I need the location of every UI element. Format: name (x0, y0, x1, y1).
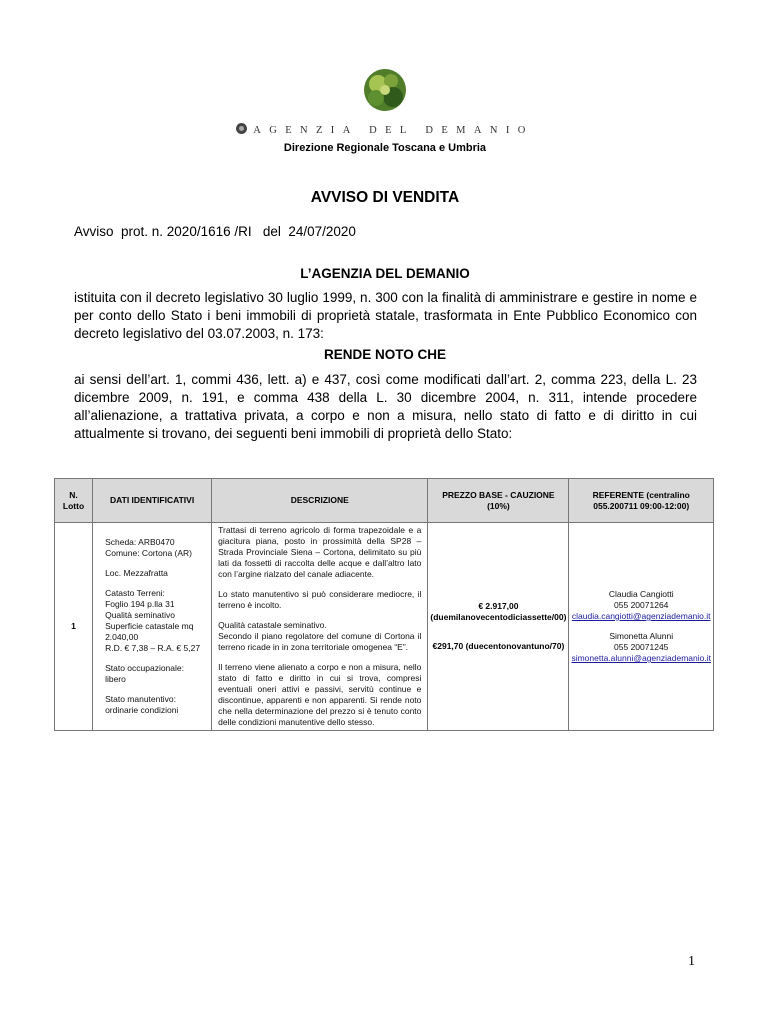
protocol-line: Avviso prot. n. 2020/1616 /RI del 24/07/2020 (74, 224, 356, 239)
stato-manutentivo-text: Stato manutentivo: ordinarie condizioni (105, 693, 179, 715)
scheda-text: Scheda: ARB0470 (105, 536, 175, 547)
intro-paragraph: istituita con il decreto legislativo 30 luglio 1999, n. 300 con la finalità di amministrare e gestire in nome e per conto dello Stato i beni immobili di proprietà statale, trasformata in Ente Pubblico Economico con decreto legislativo del 03.07.2003, n. 173: (74, 290, 697, 341)
agency-emblem-icon (360, 66, 410, 114)
header-prezzo: PREZZO BASE - CAUZIONE (10%) (428, 479, 569, 523)
republic-seal-icon (236, 123, 247, 134)
regional-direction: Direzione Regionale Toscana e Umbria (283, 142, 487, 154)
page-number: 1 (688, 954, 695, 969)
description-paragraph: Lo stato manutentivo si può considerare mediocre, il terreno è incolto. (218, 589, 422, 610)
header-dati: DATI IDENTIFICATIVI (93, 479, 212, 523)
description-paragraph: Trattasi di terreno agricolo di forma trapezoidale e a giacitura piana, posto in prossimità della SP28 – Strada Provinciale Siena – Cortona, delimitato su più lati da fossetti di raccolta delle acque e dall’altro lato con l’argine rialzato del canale adiacente. (218, 525, 422, 579)
description-paragraph: Secondo il piano regolatore del comune di Cortona il terreno ricade in in zona territoriale omogenea “E”. (218, 631, 422, 652)
qualita-text: Qualità seminativo (105, 609, 175, 620)
header-descrizione: DESCRIZIONE (212, 479, 428, 523)
contact-phone: 055 20071245 (614, 642, 669, 652)
header-referente: REFERENTE (centralino 055.200711 09:00-12:00) (569, 479, 714, 523)
legal-basis-paragraph: ai sensi dell’art. 1, commi 436, lett. a) e 437, così come modificati dall’art. 2, comma 223, della L. 23 dicembre 2009, n. 191, e comma 438 della L. 30 dicembre 2004, n. 311, intende procedere all’alienazione, a trattativa privata, a corpo e non a misura, nello stato di fatto e di diritto in cui attualmente si trovano, dei seguenti beni immobili di proprietà dello Stato: (74, 372, 697, 441)
agency-name-logo-text: AGENZIA DEL DEMANIO (253, 125, 534, 136)
agency-heading: L’AGENZIA DEL DEMANIO (300, 266, 470, 281)
contact-phone: 055 20071264 (614, 600, 669, 610)
superficie-text: Superficie catastale mq 2.040,00 (105, 620, 194, 642)
table-header-row (55, 479, 714, 523)
rende-noto-heading: RENDE NOTO CHE (323, 347, 446, 362)
deposit-amount: €291,70 (duecentonovantuno/70) (432, 641, 565, 651)
comune-text: Comune: Cortona (AR) (105, 547, 192, 558)
contact-email-link[interactable]: claudia.cangiotti@agenziademanio.it (571, 611, 711, 621)
lots-table (54, 478, 714, 731)
rendite-text: R.D. € 7,38 – R.A. € 5,27 (105, 642, 201, 653)
lot-identification (93, 523, 212, 731)
lot-contacts (569, 523, 714, 731)
lot-number: 1 (55, 523, 93, 731)
lot-description (212, 523, 428, 731)
contact-name: Claudia Cangiotti (608, 589, 674, 599)
description-paragraph: Il terreno viene alienato a corpo e non a misura, nello stato di fatto e diritto in cui si trova, compresi eventuali oneri attivi e passivi, servitù continue e discontinue, apparenti e non apparenti. Si rende noto che nella determinazione del prezzo si è tenuto conto delle condizioni manutentive dello stesso. (218, 662, 422, 727)
contact-name: Simonetta Alunni (609, 631, 674, 641)
document-title: AVVISO DI VENDITA (310, 189, 460, 206)
base-price: € 2.917,00 (duemilanovecentodiciassette/00) (430, 601, 567, 622)
agency-logo (0, 66, 770, 119)
table-row (55, 523, 714, 731)
localita-text: Loc. Mezzafratta (105, 567, 168, 578)
header-lotto: N. Lotto (55, 479, 93, 523)
catasto-text: Catasto Terreni: (105, 587, 165, 598)
foglio-text: Foglio 194 p.lla 31 (105, 598, 175, 609)
stato-occupazionale-text: Stato occupazionale: libero (105, 662, 184, 684)
lot-price (428, 523, 569, 731)
contact-email-link[interactable]: simonetta.alunni@agenziademanio.it (571, 653, 711, 663)
description-paragraph: Qualità catastale seminativo. (218, 620, 327, 630)
agency-wordmark (0, 120, 770, 138)
